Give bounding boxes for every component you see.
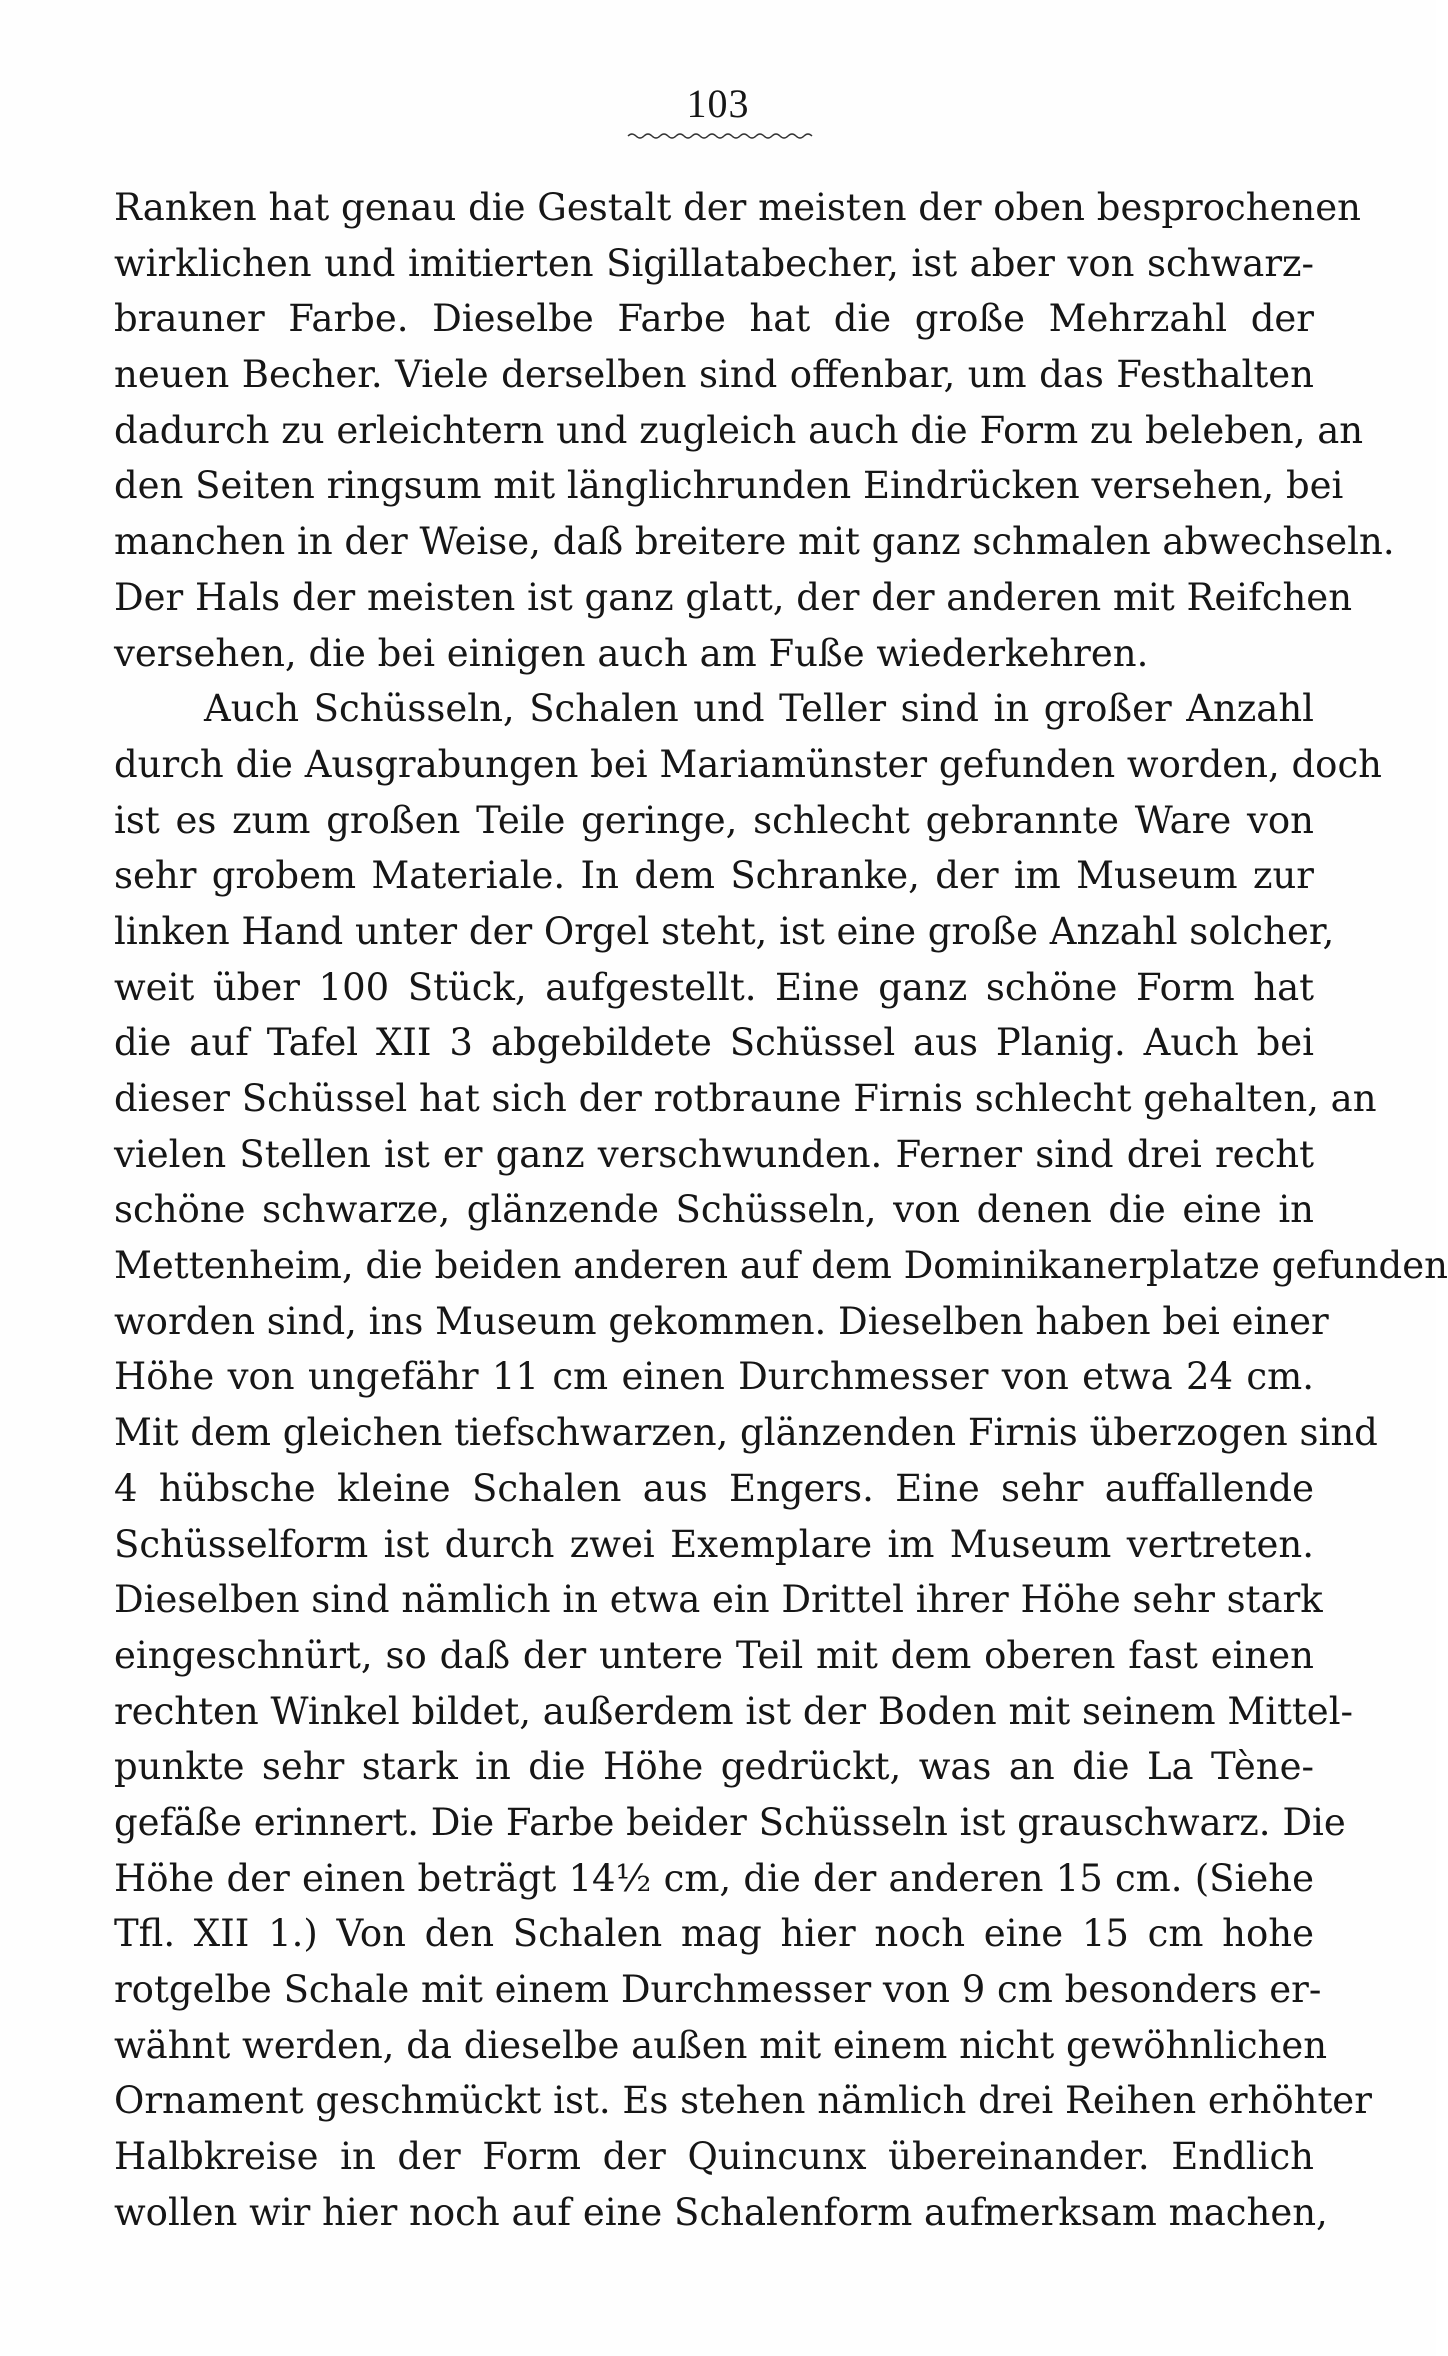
text-line: linken Hand unter der Orgel steht, ist eine große Anzahl solcher, [114,909,1335,953]
text-line: dadurch zu erleichtern und zugleich auch die Form zu beleben, an [114,408,1364,452]
text-line: Höhe der einen beträgt 14½ cm, die der anderen 15 cm. (Siehe [114,1856,1314,1900]
text-line: vielen Stellen ist er ganz verschwunden. Ferner sind drei recht [114,1132,1314,1176]
text-line: wirklichen und imitierten Sigillatabecher, ist aber von schwarz- [114,241,1314,285]
page-number-wavy-rule [628,132,812,140]
text-line: die auf Tafel XII 3 abgebildete Schüssel aus Planig. Auch bei [114,1021,1314,1065]
page-number: 103 [686,81,750,126]
text-line: rotgelbe Schale mit einem Durchmesser von 9 cm besonders er- [114,1968,1322,2011]
text-line: wähnt werden, da dieselbe außen mit einem nicht gewöhnlichen [114,2023,1328,2067]
text-line: gefäße erinnert. Die Farbe beider Schüsseln ist grauschwarz. Die [114,1800,1346,1844]
text-line: Der Hals der meisten ist ganz glatt, der der anderen mit Reifchen [114,575,1353,619]
text-line: Dieselben sind nämlich in etwa ein Drittel ihrer Höhe sehr stark [114,1578,1323,1622]
text-line: neuen Becher. Viele derselben sind offenbar, um das Festhalten [114,353,1314,397]
text-line: Höhe von ungefähr 11 cm einen Durchmesser von etwa 24 cm. [114,1355,1314,1399]
text-line: punkte sehr stark in die Höhe gedrückt, was an die La Tène- [114,1745,1314,1789]
text-line: schöne schwarze, glänzende Schüsseln, von denen die eine in [114,1188,1314,1232]
text-line: ist es zum großen Teile geringe, schlecht gebrannte Ware von [114,798,1314,842]
text-line: worden sind, ins Museum gekommen. Dieselben haben bei einer [114,1299,1329,1343]
text-line: Auch Schüsseln, Schalen und Teller sind in großer Anzahl [204,687,1314,731]
text-line: durch die Ausgrabungen bei Mariamünster gefunden worden, doch [114,742,1383,786]
text-line: versehen, die bei einigen auch am Fuße wiederkehren. [114,631,1149,675]
text-line: brauner Farbe. Dieselbe Farbe hat die große Mehrzahl der [114,297,1314,341]
text-line: Halbkreise in der Form der Quincunx übereinander. Endlich [114,2135,1314,2179]
text-line: Ornament geschmückt ist. Es stehen nämlich drei Reihen erhöhter [114,2079,1372,2123]
text-line: sehr grobem Materiale. In dem Schranke, der im Museum zur [114,854,1314,898]
text-line: 4 hübsche kleine Schalen aus Engers. Eine sehr auffallende [114,1466,1314,1510]
text-line: manchen in der Weise, daß breitere mit ganz schmalen abwechseln. [114,520,1395,564]
text-line: rechten Winkel bildet, außerdem ist der Boden mit seinem Mittel- [114,1689,1354,1733]
text-line: wollen wir hier noch auf eine Schalenform aufmerksam machen, [114,2190,1328,2234]
text-line: Ranken hat genau die Gestalt der meisten der oben besprochenen [114,186,1361,229]
text-line: den Seiten ringsum mit länglichrunden Eindrücken versehen, bei [114,464,1344,508]
text-line: Mettenheim, die beiden anderen auf dem Dominikanerplatze gefunden [114,1244,1448,1288]
text-line: Mit dem gleichen tiefschwarzen, glänzenden Firnis überzogen sind [114,1411,1378,1455]
body-text [114,180,1448,2240]
text-line: weit über 100 Stück, aufgestellt. Eine ganz schöne Form hat [114,965,1314,1009]
text-line: Schüsselform ist durch zwei Exemplare im Museum vertreten. [114,1522,1314,1566]
text-line: dieser Schüssel hat sich der rotbraune Firnis schlecht gehalten, an [114,1077,1377,1120]
text-line: Tfl. XII 1.) Von den Schalen mag hier noch eine 15 cm hohe [114,1912,1314,1956]
text-line: eingeschnürt, so daß der untere Teil mit dem oberen fast einen [114,1633,1314,1677]
